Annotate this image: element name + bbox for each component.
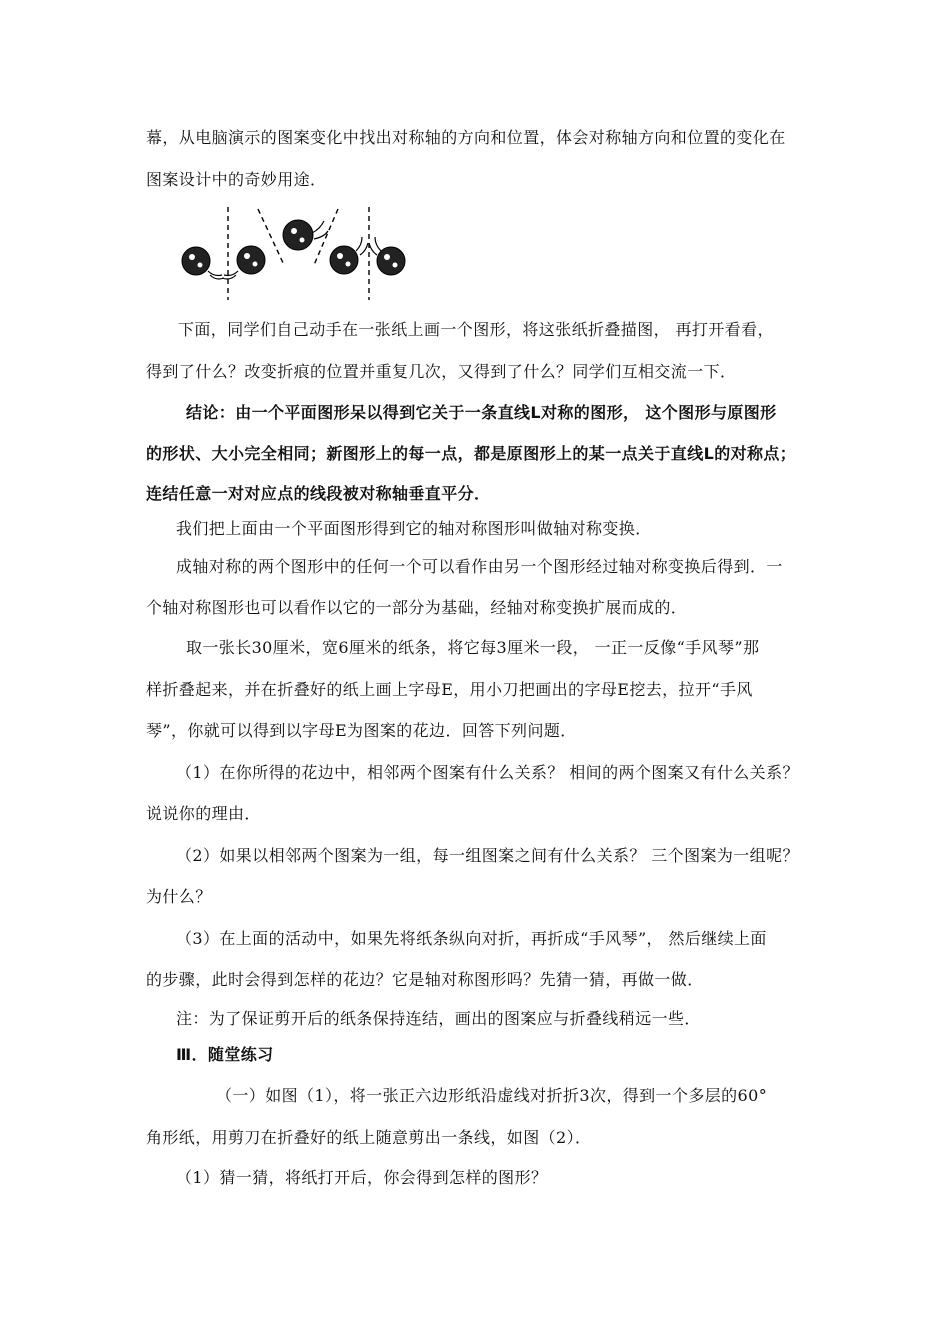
question-line: （3）在上面的活动中，如果先将纸条纵向对折，再折成“手风琴”， 然后继续上面 bbox=[176, 929, 767, 948]
paragraph-line: 我们把上面由一个平面图形得到它的轴对称图形叫做轴对称变换． bbox=[176, 519, 652, 538]
conclusion-line: 连结任意一对对应点的线段被对称轴垂直平分． bbox=[146, 484, 491, 503]
paragraph-line: 样折叠起来，并在折叠好的纸上画上字母E，用小刀把画出的字母E挖去，拉开“手风 bbox=[146, 680, 753, 699]
paragraph-line: 个轴对称图形也可以看作以它的一部分为基础，经轴对称变换扩展而成的． bbox=[146, 598, 688, 617]
question-line: 说说你的理由． bbox=[146, 804, 261, 823]
section-heading: Ⅲ．随堂练习 bbox=[176, 1045, 274, 1064]
paragraph-line: 幕，从电脑演示的图案变化中找出对称轴的方向和位置，体会对称轴方向和位置的变化在 bbox=[146, 128, 786, 147]
paragraph-line: 角形纸，用剪刀在折叠好的纸上随意剪出一条线，如图（2）． bbox=[146, 1128, 592, 1147]
paragraph-line: 琴”，你就可以得到以字母E为图案的花边．回答下列问题． bbox=[146, 721, 577, 740]
question-line: 为什么？ bbox=[146, 887, 212, 906]
paragraph-line: 取一张长30厘米，宽6厘米的纸条，将它每3厘米一段， 一正一反像“手风琴”那 bbox=[186, 638, 760, 657]
conclusion-line: 结论：由一个平面图形呆以得到它关于一条直线L对称的图形， 这个图形与原图形 bbox=[186, 403, 777, 422]
question-line: 的步骤，此时会得到怎样的花边？它是轴对称图形吗？先猜一猜，再做一做． bbox=[146, 970, 704, 989]
conclusion-line: 的形状、大小完全相同；新图形上的每一点，都是原图形上的某一点关于直线L的对称点； bbox=[146, 444, 797, 463]
paragraph-line: 成轴对称的两个图形中的任何一个可以看作由另一个图形经过轴对称变换后得到．一 bbox=[176, 557, 783, 576]
question-line: （1）在你所得的花边中，相邻两个图案有什么关系？ 相间的两个图案又有什么关系？ bbox=[176, 763, 799, 782]
paragraph-line: 得到了什么？改变折痕的位置并重复几次，又得到了什么？同学们互相交流一下． bbox=[146, 362, 737, 381]
symmetry-figure bbox=[176, 205, 416, 305]
note-line: 注：为了保证剪开后的纸条保持连结，画出的图案应与折叠线稍远一些． bbox=[176, 1009, 701, 1028]
paragraph-line: 图案设计中的奇妙用途． bbox=[146, 170, 327, 189]
paragraph-line: 下面，同学们自己动手在一张纸上画一个图形，将这张纸折叠描图， 再打开看看， bbox=[178, 320, 774, 339]
paragraph-line: （一）如图（1），将一张正六边形纸沿虚线对折折3次，得到一个多层的60° bbox=[216, 1086, 768, 1105]
question-line: （2）如果以相邻两个图案为一组，每一组图案之间有什么关系？ 三个图案为一组呢？ bbox=[176, 846, 799, 865]
question-line: （1）猜一猜，将纸打开后，你会得到怎样的图形？ bbox=[176, 1168, 548, 1187]
